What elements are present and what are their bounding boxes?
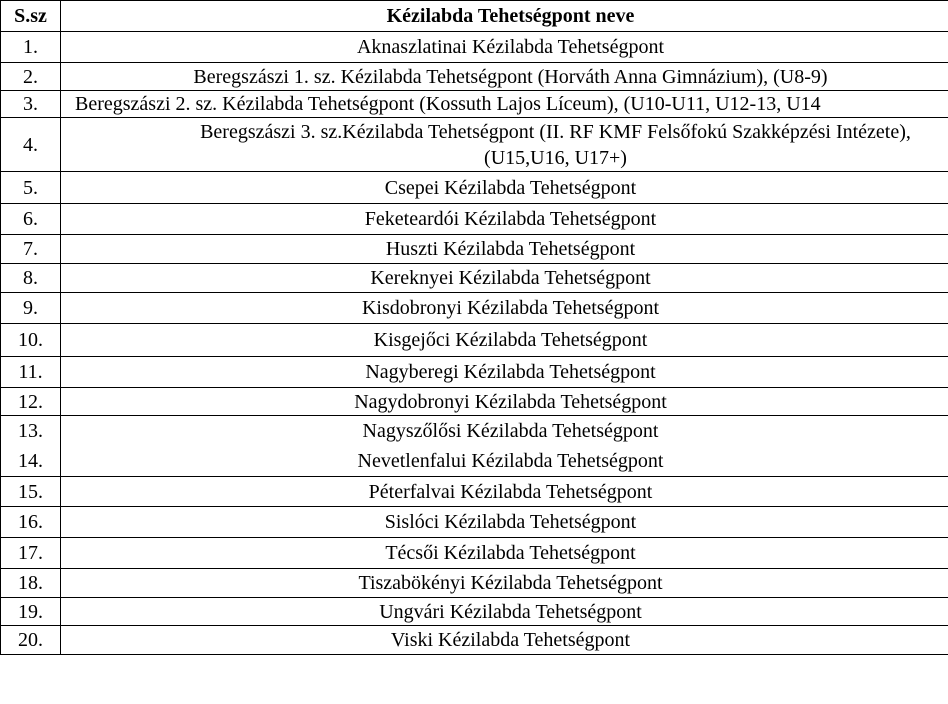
talent-point-name: Viski Kézilabda Tehetségpont [61,626,948,655]
row-number: 8. [1,264,61,293]
column-header-name: Kézilabda Tehetségpont neve [61,1,948,32]
talent-point-name: Feketeardói Kézilabda Tehetségpont [61,204,948,235]
row-number: 3. [1,91,61,118]
table-row [1,538,948,569]
talent-point-name: Sislóci Kézilabda Tehetségpont [61,507,948,538]
talent-point-name: Beregszászi 2. sz. Kézilabda Tehetségpont (Kossuth Lajos Líceum), (U10-U11, U12-13, U14 [61,91,948,118]
row-number: 11. [1,357,61,388]
talent-point-name: Kereknyei Kézilabda Tehetségpont [61,264,948,293]
row-number: 16. [1,507,61,538]
row-number: 6. [1,204,61,235]
talent-point-name: Kisdobronyi Kézilabda Tehetségpont [61,293,948,324]
table-row [1,235,948,264]
table-row [1,172,948,204]
row-number: 15. [1,477,61,507]
row-number: 18. [1,569,61,598]
talent-point-name: Beregszászi 1. sz. Kézilabda Tehetségpont (Horváth Anna Gimnázium), (U8-9) [61,63,948,91]
column-header-number: S.sz [1,1,61,32]
table-row [1,91,948,118]
table-row [1,264,948,293]
talent-point-name: Nagyberegi Kézilabda Tehetségpont [61,357,948,388]
table-row [1,507,948,538]
row-number: 17. [1,538,61,569]
row-number: 14. [1,447,61,477]
row-number: 12. [1,388,61,416]
table-row [1,118,948,172]
row-number: 13. [1,416,61,447]
talent-point-name: Nevetlenfalui Kézilabda Tehetségpont [61,447,948,477]
row-number: 2. [1,63,61,91]
row-number: 5. [1,172,61,204]
row-number: 4. [1,118,61,172]
talent-point-name: Beregszászi 3. sz.Kézilabda Tehetségpont (II. RF KMF Felsőfokú Szakképzési Intézete), (U15,U16, U17+) [61,118,948,172]
row-number: 20. [1,626,61,655]
table-row [1,626,948,655]
row-number: 10. [1,324,61,357]
talent-point-name: Nagyszőlősi Kézilabda Tehetségpont [61,416,948,447]
talent-point-name: Huszti Kézilabda Tehetségpont [61,235,948,264]
table-row [1,388,948,416]
table-row [1,447,948,477]
table-row [1,32,948,63]
table-row [1,357,948,388]
table-row [1,204,948,235]
talent-point-name: Aknaszlatinai Kézilabda Tehetségpont [61,32,948,63]
table-row [1,416,948,447]
table-row [1,477,948,507]
talent-point-name: Kisgejőci Kézilabda Tehetségpont [61,324,948,357]
talent-point-name: Tiszabökényi Kézilabda Tehetségpont [61,569,948,598]
talent-point-name: Csepei Kézilabda Tehetségpont [61,172,948,204]
talent-point-name: Nagydobronyi Kézilabda Tehetségpont [61,388,948,416]
table-row [1,293,948,324]
talent-point-name: Técsői Kézilabda Tehetségpont [61,538,948,569]
row-number: 7. [1,235,61,264]
talent-point-name: Péterfalvai Kézilabda Tehetségpont [61,477,948,507]
table-row [1,569,948,598]
table-header-row [1,1,948,32]
table-row [1,598,948,626]
row-number: 9. [1,293,61,324]
talent-point-name: Ungvári Kézilabda Tehetségpont [61,598,948,626]
table-row [1,324,948,357]
table-row [1,63,948,91]
row-number: 1. [1,32,61,63]
row-number: 19. [1,598,61,626]
